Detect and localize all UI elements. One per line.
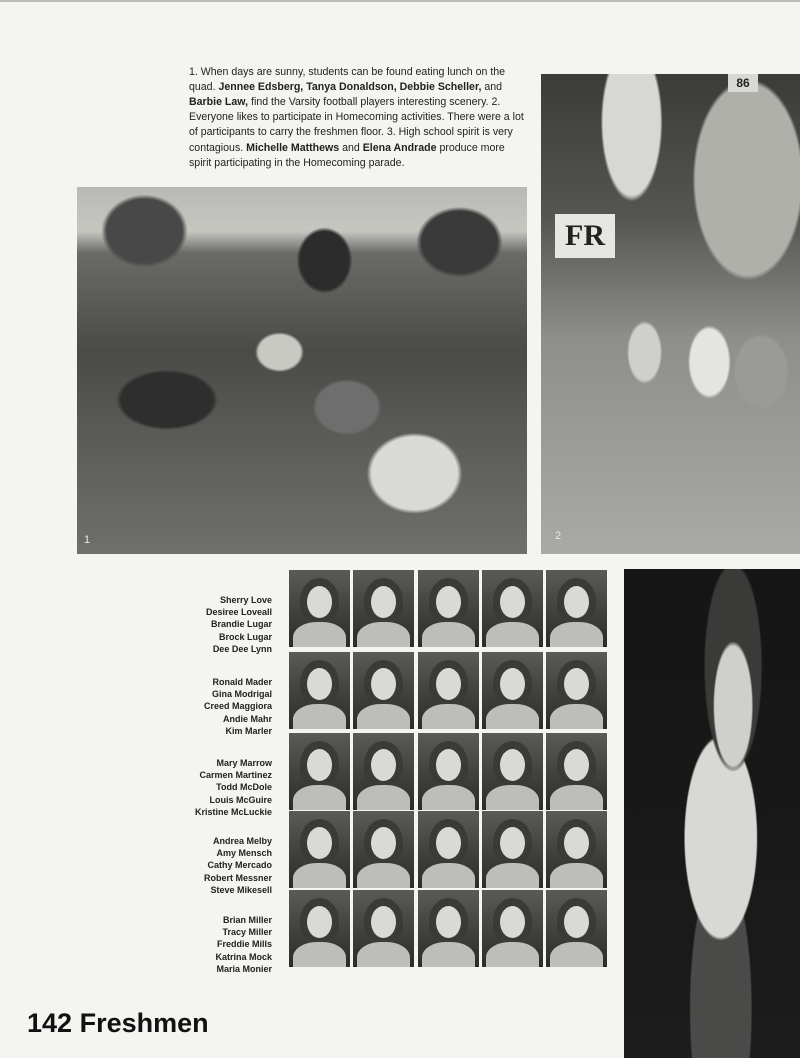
student-name: Katrina Mock xyxy=(215,951,272,962)
student-portrait xyxy=(418,570,479,647)
student-name: Ronald Mader xyxy=(212,677,272,687)
portrait-row-names xyxy=(150,914,272,975)
student-name: Desiree Loveall xyxy=(205,607,272,618)
caption-text: find the Varsity football players interesting scenery. 2. Everyone likes to participate in Homecoming activities. There were a lot of participants to carry the freshmen floor. 3. High school spirit is very contagious. xyxy=(189,96,524,154)
student-name: Robert Messner xyxy=(203,872,272,883)
caption-name: Michelle Matthews xyxy=(246,141,340,154)
student-name: Todd McDole xyxy=(216,782,272,793)
caption-text: and xyxy=(339,141,363,154)
portrait-row-names xyxy=(150,676,272,737)
student-name: Louis McGuire xyxy=(209,794,272,805)
student-name: Andrea Melby xyxy=(212,836,272,846)
photo-homecoming-float xyxy=(541,74,800,554)
caption-name: Elena Andrade xyxy=(362,141,437,154)
photo-caption xyxy=(189,65,529,171)
student-portrait xyxy=(546,811,607,888)
student-portrait xyxy=(482,811,543,888)
student-name: Cathy Mercado xyxy=(207,860,272,871)
student-portrait xyxy=(418,733,479,810)
student-name: Steve Mikesell xyxy=(210,884,272,895)
student-portrait xyxy=(353,811,414,888)
student-portrait xyxy=(289,811,350,888)
student-name: Brian Miller xyxy=(222,915,272,925)
photo-lunch-on-quad xyxy=(77,187,527,554)
student-portrait xyxy=(546,570,607,647)
student-name: Mary Marrow xyxy=(216,758,272,768)
student-name: Gina Modrigal xyxy=(211,689,272,700)
student-name: Kristine McLuckie xyxy=(194,806,272,817)
portrait-row-names xyxy=(150,835,272,896)
student-name: Brock Lugar xyxy=(218,631,272,642)
student-name: Kim Marler xyxy=(225,725,272,736)
section-title: Freshmen xyxy=(79,1008,209,1038)
student-portrait xyxy=(289,733,350,810)
student-name: Freddie Mills xyxy=(216,939,272,950)
student-name: Andie Mahr xyxy=(222,713,272,724)
student-name: Tracy Miller xyxy=(222,927,272,938)
student-name: Sherry Love xyxy=(219,595,272,605)
student-portrait xyxy=(418,652,479,729)
student-name: Amy Mensch xyxy=(216,848,272,859)
float-number-sign: 86 xyxy=(728,74,758,92)
photo-number: 2 xyxy=(555,530,562,542)
caption-text: and xyxy=(481,80,503,93)
caption-name: Jennee Edsberg, Tanya Donaldson, Debbie Scheller, xyxy=(218,80,482,93)
student-portrait xyxy=(289,890,350,967)
student-portrait xyxy=(289,652,350,729)
student-portrait xyxy=(546,890,607,967)
student-portrait xyxy=(353,652,414,729)
caption-text: produce more spirit participating in the Homecoming parade. xyxy=(189,141,505,169)
student-name: Brandie Lugar xyxy=(210,619,272,630)
student-portrait xyxy=(418,811,479,888)
student-portrait xyxy=(482,570,543,647)
student-portrait xyxy=(546,652,607,729)
portrait-row-names xyxy=(150,757,272,818)
page-top-rule xyxy=(0,0,800,2)
caption-text: 1. When days are sunny, students can be found eating lunch on the quad. xyxy=(189,65,506,93)
student-name: Carmen Martinez xyxy=(199,770,272,781)
student-portrait xyxy=(418,890,479,967)
student-name: Creed Maggiora xyxy=(203,701,272,712)
student-portrait xyxy=(289,570,350,647)
student-portrait xyxy=(546,733,607,810)
page-folio xyxy=(27,1008,209,1039)
photo-homecoming-parade-spirit xyxy=(624,569,800,1058)
student-name: Dee Dee Lynn xyxy=(212,643,272,654)
student-portrait xyxy=(353,570,414,647)
student-portrait xyxy=(353,733,414,810)
portrait-row-names xyxy=(150,594,272,655)
caption-name: Barbie Law, xyxy=(189,96,249,108)
photo-number: 1 xyxy=(84,534,91,546)
student-portrait xyxy=(482,733,543,810)
student-portrait xyxy=(482,890,543,967)
student-portrait xyxy=(353,890,414,967)
student-name: Maria Monier xyxy=(216,963,272,974)
page-number: 142 xyxy=(27,1008,73,1038)
freshmen-banner: FR xyxy=(555,214,615,258)
student-portrait xyxy=(482,652,543,729)
